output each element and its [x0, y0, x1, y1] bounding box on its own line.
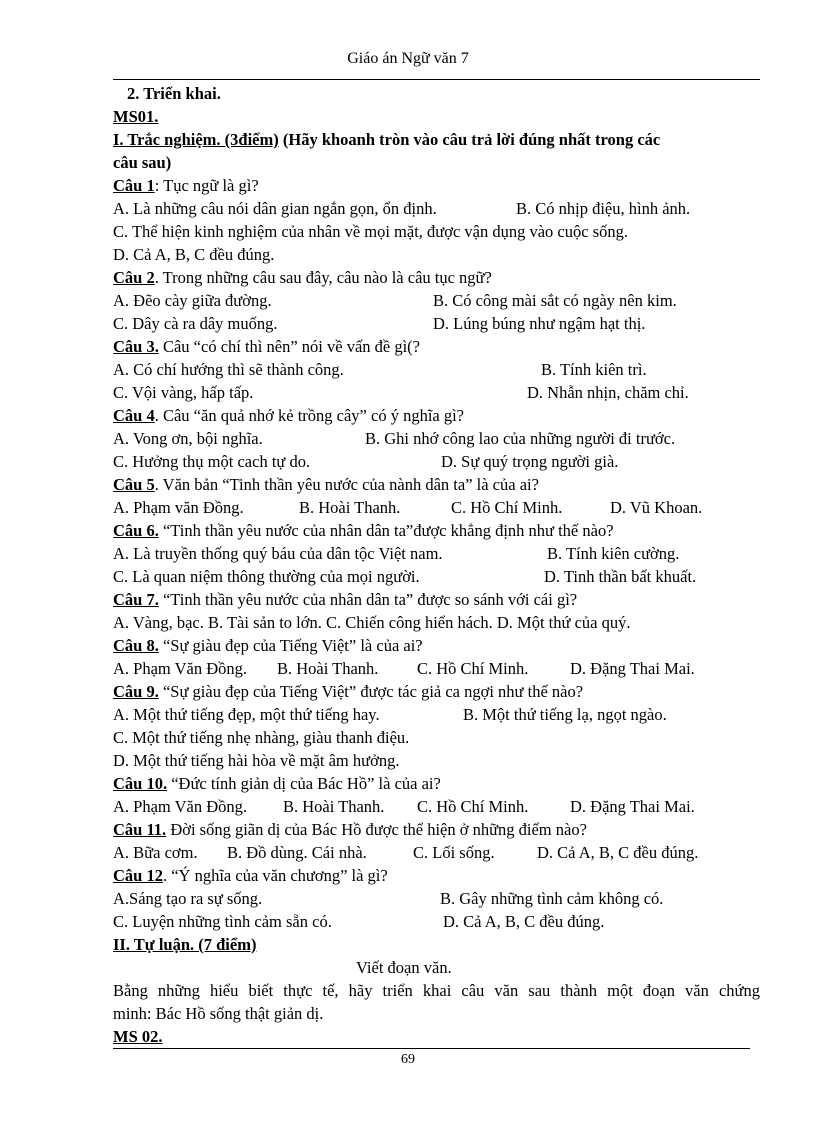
answer-row — [113, 312, 760, 335]
question-8 — [113, 634, 760, 657]
option-b: B. Hoài Thanh. — [277, 659, 379, 678]
page-number: 69 — [401, 1052, 415, 1067]
option-b: B. Tính kiên trì. — [541, 360, 647, 379]
option-c: C. Hồ Chí Minh. — [451, 498, 563, 517]
question-text: “Sự giàu đẹp của Tiếng Việt” là của ai? — [158, 636, 423, 655]
option-c: C. Hồ Chí Minh. — [417, 797, 529, 816]
option-d: D. Một thứ tiếng hài hòa về mặt âm hưởng. — [113, 751, 400, 770]
question-text: : Tục ngữ là gì? — [154, 176, 259, 195]
question-1 — [113, 174, 760, 197]
question-7 — [113, 588, 760, 611]
question-11 — [113, 818, 760, 841]
question-text: . Trong những câu sau đây, câu nào là câu tục ngữ? — [154, 268, 492, 287]
document-body — [113, 82, 760, 1048]
answer-row — [113, 496, 760, 519]
question-12 — [113, 864, 760, 887]
question-4 — [113, 404, 760, 427]
question-label: Câu 9. — [113, 682, 159, 701]
question-label: Câu 2 — [113, 268, 155, 287]
question-label: Câu 6. — [113, 521, 159, 540]
answer-row — [113, 289, 760, 312]
option-c: C. Một thứ tiếng nhẹ nhàng, giàu thanh điệu. — [113, 728, 410, 747]
question-2 — [113, 266, 760, 289]
section-intro: 2. Triển khai. — [127, 84, 221, 103]
question-label: Câu 3. — [113, 337, 159, 356]
option-c: C. Là quan niệm thông thường của mọi người. — [113, 567, 420, 586]
option-a: A. Có chí hướng thì sẽ thành công. — [113, 360, 344, 379]
question-5 — [113, 473, 760, 496]
option-a: A. Bữa cơm. — [113, 843, 198, 862]
question-label: Câu 1 — [113, 176, 155, 195]
part2-prompt-line2: minh: Bác Hồ sống thật giản dị. — [113, 1004, 324, 1023]
part1-instruction: (Hãy khoanh tròn vào câu trả lời đúng nhất trong các — [282, 130, 661, 149]
question-text: . Văn bản “Tinh thần yêu nước của nành dân ta” là của ai? — [154, 475, 539, 494]
question-text: “Tinh thần yêu nước của nhân dân ta” được so sánh với cái gì? — [158, 590, 578, 609]
option-a: A. Phạm văn Đồng. — [113, 498, 244, 517]
option-b: B. Có nhịp điệu, hình ảnh. — [516, 199, 691, 218]
option-c: C. Dây cà ra dây muống. — [113, 314, 278, 333]
page-header-title: Giáo án Ngữ văn 7 — [347, 50, 469, 67]
option-c: C. Thể hiện kinh nghiệm của nhân về mọi mặt, được vận dụng vào cuộc sống. — [113, 222, 629, 241]
answer-row — [113, 542, 760, 565]
option-a: A. Một thứ tiếng đẹp, một thứ tiếng hay. — [113, 705, 380, 724]
answer-row — [113, 381, 760, 404]
option-b: B. Ghi nhớ công lao của những người đi trước. — [365, 429, 676, 448]
question-label: Câu 10. — [113, 774, 168, 793]
footer-rule — [113, 1048, 750, 1049]
part1-heading: I. Trắc nghiệm. (3điểm) — [113, 130, 279, 149]
option-a: A. Phạm Văn Đồng. — [113, 659, 247, 678]
option-b: B. Gây những tình cảm không có. — [440, 889, 664, 908]
answer-row — [113, 565, 760, 588]
option-a: A. Đẽo cày giữa đường. — [113, 291, 272, 310]
option-a: A.Sáng tạo ra sự sống. — [113, 889, 263, 908]
question-3 — [113, 335, 760, 358]
question-label: Câu 4 — [113, 406, 155, 425]
option-d: D. Đặng Thai Mai. — [570, 797, 695, 816]
answer-row — [113, 887, 760, 910]
question-text: “Đức tính giản dị của Bác Hồ” là của ai? — [167, 774, 441, 793]
option-c: C. Hưởng thụ một cach tự do. — [113, 452, 311, 471]
option-a: A. Vong ơn, bội nghĩa. — [113, 429, 263, 448]
answer-options: A. Vàng, bạc. B. Tài sản to lớn. C. Chiến công hiển hách. D. Một thứ của quý. — [113, 613, 631, 632]
option-c: C. Hồ Chí Minh. — [417, 659, 529, 678]
answer-row — [113, 657, 760, 680]
question-text: . “Ý nghĩa của văn chương” là gì? — [162, 866, 388, 885]
answer-row — [113, 841, 760, 864]
option-d: D. Nhẫn nhịn, chăm chỉ. — [527, 383, 689, 402]
question-label: Câu 5 — [113, 475, 155, 494]
option-d: D. Cả A, B, C đều đúng. — [443, 912, 605, 931]
option-c: C. Luyện những tình cảm sẵn có. — [113, 912, 332, 931]
question-text: “Sự giàu đẹp của Tiếng Việt” được tác giả ca ngợi như thế nào? — [158, 682, 584, 701]
question-text: Đời sống giãn dị của Bác Hồ được thể hiện ở những điểm nào? — [166, 820, 587, 839]
question-label: Câu 11. — [113, 820, 167, 839]
question-text: Câu “có chí thì nên” nói về vấn đề gì(? — [158, 337, 420, 356]
answer-row — [113, 910, 760, 933]
question-6 — [113, 519, 760, 542]
answer-row — [113, 358, 760, 381]
option-b: B. Có công mài sắt có ngày nên kim. — [433, 291, 677, 310]
option-c: C. Vội vàng, hấp tấp. — [113, 383, 254, 402]
option-b: B. Đồ dùng. Cái nhà. — [227, 843, 367, 862]
question-text: . Câu “ăn quả nhớ kẻ trồng cây” có ý nghĩa gì? — [154, 406, 465, 425]
exam-code-1: MS01. — [113, 107, 159, 126]
header-rule — [113, 79, 760, 80]
option-d: D. Sự quý trọng người già. — [441, 452, 619, 471]
question-9 — [113, 680, 760, 703]
question-label: Câu 12 — [113, 866, 163, 885]
part1-heading-line — [113, 128, 760, 151]
answer-row — [113, 703, 760, 726]
question-label: Câu 7. — [113, 590, 159, 609]
option-a: A. Là những câu nói dân gian ngắn gọn, ổn định. — [113, 199, 437, 218]
answer-row — [113, 427, 760, 450]
option-a: A. Là truyền thống quý báu của dân tộc Việt nam. — [113, 544, 443, 563]
question-label: Câu 8. — [113, 636, 159, 655]
part1-instruction-cont: câu sau) — [113, 153, 172, 172]
question-text: “Tinh thần yêu nước của nhân dân ta”được khẳng định như thế nào? — [158, 521, 614, 540]
option-d: D. Lúng búng như ngậm hạt thị. — [433, 314, 646, 333]
part2-prompt-line1: Bằng những hiểu biết thực tế, hãy triển khai câu văn sau thành một đoạn văn chứng — [113, 981, 760, 1000]
exam-code-2: MS 02. — [113, 1027, 163, 1046]
option-b: B. Hoài Thanh. — [283, 797, 385, 816]
answer-row — [113, 450, 760, 473]
answer-row — [113, 197, 760, 220]
option-b: B. Hoài Thanh. — [299, 498, 401, 517]
option-b: B. Một thứ tiếng lạ, ngọt ngào. — [463, 705, 667, 724]
option-a: A. Phạm Văn Đồng. — [113, 797, 247, 816]
option-d: D. Vũ Khoan. — [610, 498, 703, 517]
part2-task: Viết đoạn văn. — [356, 958, 452, 977]
part2-heading: II. Tự luận. (7 điểm) — [113, 935, 257, 954]
option-b: B. Tính kiên cường. — [547, 544, 680, 563]
option-d: D. Cả A, B, C đều đúng. — [113, 245, 275, 264]
option-d: D. Cả A, B, C đều đúng. — [537, 843, 699, 862]
question-10 — [113, 772, 760, 795]
answer-row — [113, 795, 760, 818]
option-d: D. Tinh thần bất khuất. — [544, 567, 697, 586]
option-c: C. Lối sống. — [413, 843, 495, 862]
option-d: D. Đặng Thai Mai. — [570, 659, 695, 678]
